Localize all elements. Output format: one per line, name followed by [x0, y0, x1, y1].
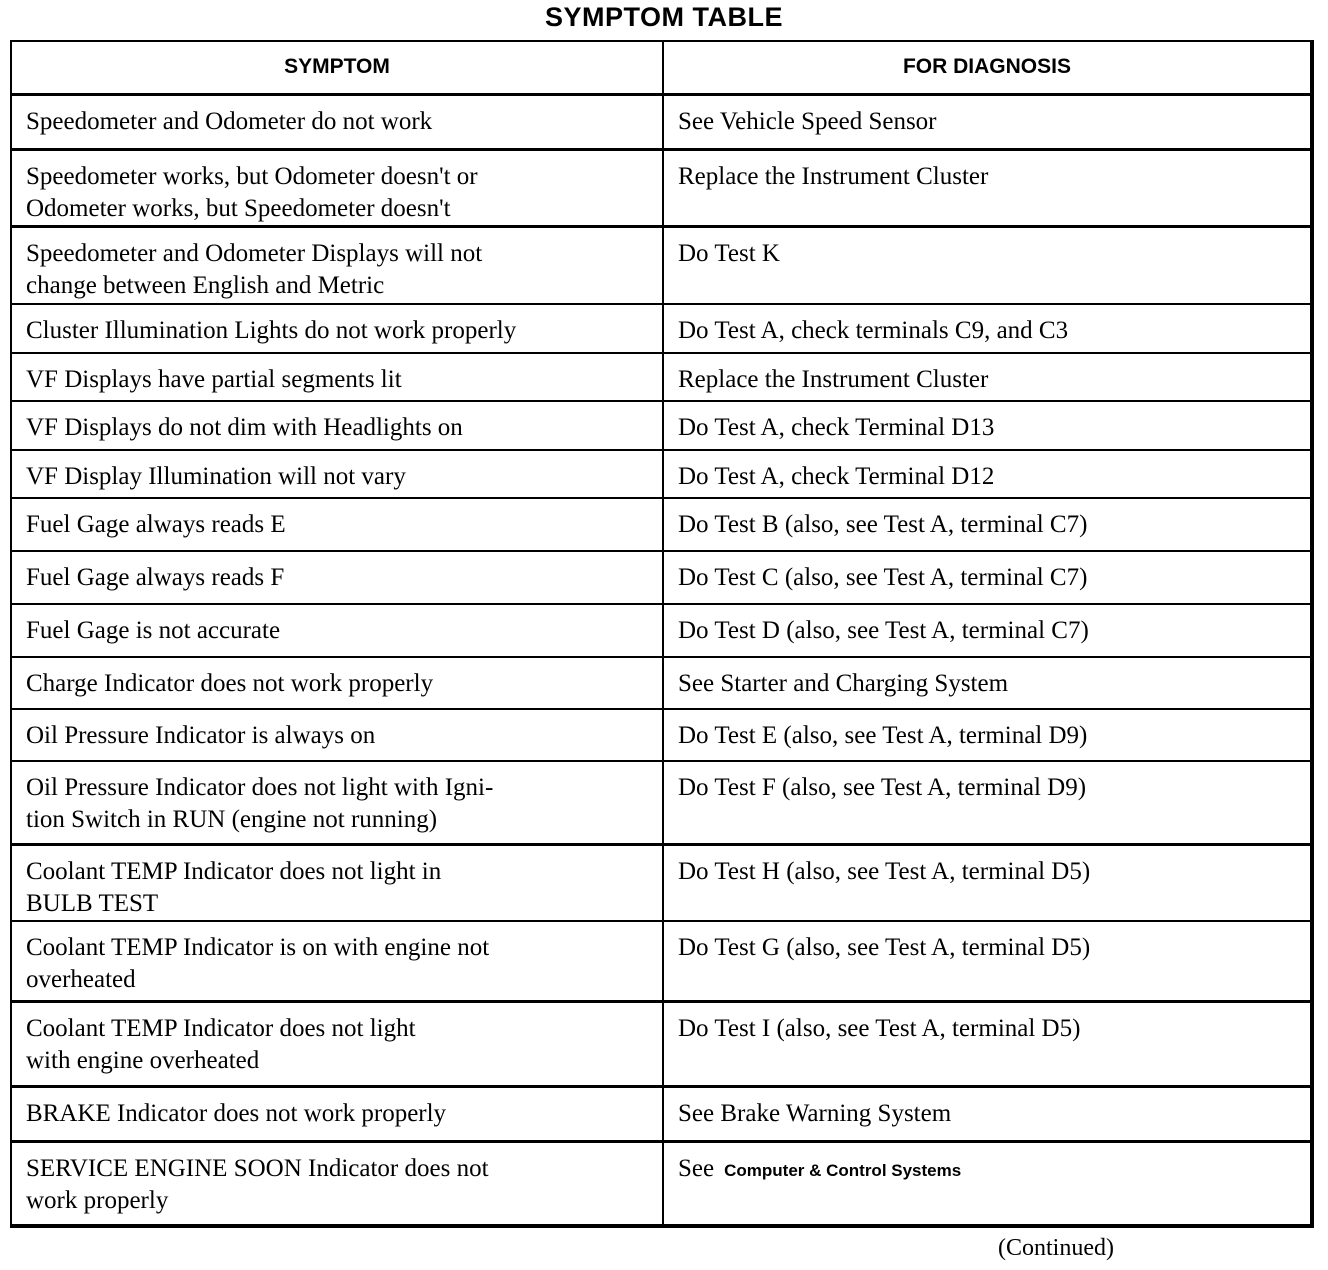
diagnosis-cell: [663, 401, 1312, 450]
diagnosis-cell: [663, 353, 1312, 401]
table-row: [11, 498, 1312, 551]
diagnosis-text: Do Test I (also, see Test A, terminal D5): [678, 1014, 1081, 1042]
symptom-cell: Charge Indicator does not work properly: [11, 657, 663, 709]
diagnosis-text: Do Test G (also, see Test A, terminal D5): [678, 934, 1091, 961]
diagnosis-cell: [663, 709, 1312, 761]
diagnosis-text: See: [678, 1154, 715, 1182]
header-diagnosis: FOR DIAGNOSIS: [663, 41, 1312, 94]
symptom-cell: Oil Pressure Indicator is always on: [11, 709, 663, 761]
symptom-cell: Fuel Gage is not accurate: [11, 604, 663, 657]
table-row: [11, 1086, 1312, 1141]
diagnosis-text: See Starter and Charging System: [678, 670, 1009, 697]
diagnosis-cell: [663, 226, 1312, 304]
table-row: [11, 401, 1312, 450]
symptom-table: [10, 40, 1314, 1228]
diagnosis-reference: Computer & Control Systems: [724, 1160, 962, 1180]
table-row: [11, 353, 1312, 401]
symptom-cell: Fuel Gage always reads E: [11, 498, 663, 551]
diagnosis-text: See Brake Warning System: [678, 1099, 952, 1127]
table-header-row: [11, 41, 1312, 94]
continued-note: (Continued): [998, 1235, 1114, 1261]
symptom-cell: BRAKE Indicator does not work properly: [11, 1086, 663, 1141]
diagnosis-cell: [663, 450, 1312, 498]
symptom-cell: Cluster Illumination Lights do not work properly: [11, 304, 663, 353]
diagnosis-text: Do Test A, check Terminal D12: [678, 463, 995, 490]
diagnosis-text: Replace the Instrument Cluster: [678, 366, 989, 393]
diagnosis-cell: [663, 604, 1312, 657]
diagnosis-cell: [663, 94, 1312, 149]
diagnosis-text: Do Test H (also, see Test A, terminal D5): [678, 857, 1091, 885]
diagnosis-text: Do Test F (also, see Test A, terminal D9): [678, 774, 1087, 801]
diagnosis-cell: [663, 1141, 1312, 1226]
diagnosis-cell: [663, 304, 1312, 353]
table-row: [11, 94, 1312, 149]
table-row: [11, 657, 1312, 709]
diagnosis-text: Do Test E (also, see Test A, terminal D9): [678, 722, 1088, 749]
diagnosis-cell: [663, 149, 1312, 226]
diagnosis-text: Do Test C (also, see Test A, terminal C7): [678, 564, 1088, 591]
diagnosis-cell: [663, 498, 1312, 551]
diagnosis-cell: [663, 657, 1312, 709]
symptom-cell: Coolant TEMP Indicator is on with engine not overheated: [11, 921, 663, 1001]
diagnosis-cell: [663, 1001, 1312, 1086]
table-row: [11, 551, 1312, 604]
diagnosis-cell: [663, 921, 1312, 1001]
symptom-cell: Speedometer and Odometer do not work: [11, 94, 663, 149]
symptom-cell: VF Display Illumination will not vary: [11, 450, 663, 498]
table-row: [11, 450, 1312, 498]
diagnosis-cell: [663, 844, 1312, 921]
table-row: [11, 604, 1312, 657]
symptom-cell: Fuel Gage always reads F: [11, 551, 663, 604]
symptom-cell: VF Displays do not dim with Headlights on: [11, 401, 663, 450]
table-row: [11, 709, 1312, 761]
symptom-cell: Speedometer works, but Odometer doesn't or Odometer works, but Speedometer doesn't: [11, 149, 663, 226]
diagnosis-text: Do Test K: [678, 239, 780, 267]
symptom-cell: Oil Pressure Indicator does not light with Igni- tion Switch in RUN (engine not running): [11, 761, 663, 844]
table-row: [11, 1001, 1312, 1086]
header-symptom: SYMPTOM: [11, 41, 663, 94]
diagnosis-text: Do Test B (also, see Test A, terminal C7): [678, 511, 1088, 538]
diagnosis-cell: [663, 551, 1312, 604]
diagnosis-text: Do Test D (also, see Test A, terminal C7): [678, 617, 1089, 644]
diagnosis-text: Do Test A, check Terminal D13: [678, 414, 995, 441]
diagnosis-text: See Vehicle Speed Sensor: [678, 107, 937, 135]
table-row: [11, 304, 1312, 353]
table-row: [11, 761, 1312, 844]
symptom-cell: Coolant TEMP Indicator does not light with engine overheated: [11, 1001, 663, 1086]
diagnosis-cell: [663, 761, 1312, 844]
symptom-cell: Coolant TEMP Indicator does not light in BULB TEST: [11, 844, 663, 921]
table-row: [11, 921, 1312, 1001]
symptom-cell: VF Displays have partial segments lit: [11, 353, 663, 401]
table-row: [11, 1141, 1312, 1226]
diagnosis-cell: [663, 1086, 1312, 1141]
page-title: SYMPTOM TABLE: [544, 2, 783, 32]
diagnosis-text: Replace the Instrument Cluster: [678, 162, 989, 190]
table-row: [11, 226, 1312, 304]
symptom-cell: SERVICE ENGINE SOON Indicator does not work properly: [11, 1141, 663, 1226]
diagnosis-text: Do Test A, check terminals C9, and C3: [678, 317, 1069, 344]
table-row: [11, 149, 1312, 226]
table-row: [11, 844, 1312, 921]
symptom-cell: Speedometer and Odometer Displays will not change between English and Metric: [11, 226, 663, 304]
